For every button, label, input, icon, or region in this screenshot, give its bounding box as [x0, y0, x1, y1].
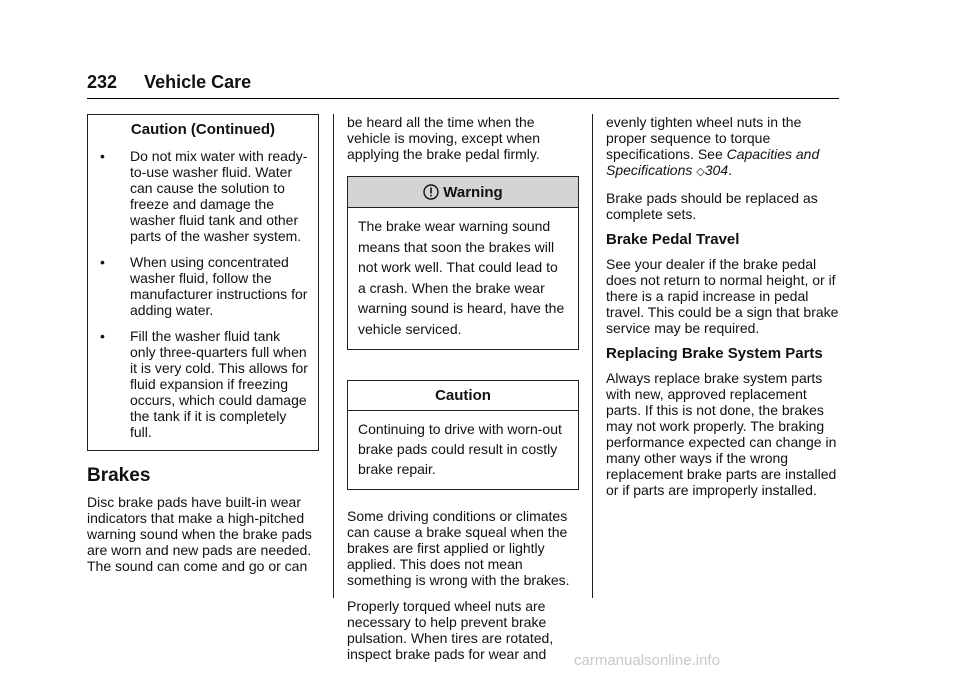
bullet-dot: •	[100, 254, 105, 270]
warning-icon	[423, 184, 439, 200]
column-1	[87, 114, 319, 584]
pedal-travel-paragraph: See your dealer if the brake pedal does not return to normal height, or if there is a rapid increase in pedal travel. This could be a sign that brake service may be required.	[606, 256, 839, 336]
column-divider-2	[592, 114, 593, 598]
bullet-item	[98, 254, 308, 318]
bullet-item	[98, 328, 308, 440]
caution-box	[347, 380, 579, 490]
watermark: carmanualsonline.info	[574, 652, 720, 669]
warning-box	[347, 176, 579, 350]
sets-paragraph: Brake pads should be replaced as complete sets.	[606, 190, 818, 222]
caution-text: Continuing to drive with worn-out brake pads could result in costly brake repair.	[358, 421, 562, 477]
pedal-travel-heading: Brake Pedal Travel	[606, 231, 740, 248]
continued-text: evenly tighten wheel nuts in the proper sequence to torque specifications. See	[606, 114, 802, 162]
reference-arrow-icon: ◇	[696, 166, 705, 178]
warning-title: Warning	[443, 184, 503, 201]
brakes-paragraph: Disc brake pads have built-in wear indicators that make a high-pitched warning sound when the brake pads are worn and new pads are needed. The sound can come and go or can	[87, 494, 312, 574]
header-rule	[87, 98, 839, 99]
replacing-parts-paragraph: Always replace brake system parts with new, approved replacement parts. If this is not done, the brakes may not work properly. The braking performance expected can change in many other ways if the wrong replacement brake parts are installed or if parts are improperly installed.	[606, 370, 837, 498]
warning-text: The brake wear warning sound means that soon the brakes will not work well. That could lead to a crash. When the brake wear warning sound is heard, have the vehicle serviced.	[358, 218, 565, 337]
torque-paragraph: Properly torqued wheel nuts are necessary to help prevent brake pulsation. When tires are rotated, inspect brake pads for wear and	[347, 598, 554, 662]
column-divider-1	[333, 114, 334, 598]
bullet-dot: •	[100, 148, 105, 164]
continued-paragraph: be heard all the time when the vehicle is moving, except when applying the brake pedal firmly.	[347, 114, 540, 162]
caution-continued-title: Caution (Continued)	[130, 121, 276, 138]
continued-paragraph-3	[606, 114, 840, 180]
column-3	[606, 114, 840, 508]
page-number: 232	[87, 72, 118, 92]
reference-link[interactable]: Capacities and Specifications	[606, 146, 820, 178]
caution-continued-box	[87, 114, 319, 451]
warning-title-bar	[348, 177, 578, 208]
replacing-parts-heading: Replacing Brake System Parts	[606, 345, 823, 362]
caution-continued-body	[88, 148, 318, 450]
column-2	[347, 114, 579, 672]
bullet-dot: •	[100, 328, 105, 344]
page-header	[87, 72, 251, 93]
bullet-text: Do not mix water with ready-to-use washer fluid. Water can cause the solution to freeze and damage the washer fluid tank and other parts of the washer system.	[130, 148, 308, 244]
brakes-heading: Brakes	[87, 465, 151, 486]
bullet-text: Fill the washer fluid tank only three-quarters full when it is very cold. This allows for fluid expansion if freezing occurs, which could damage the tank if it is completely full.	[130, 328, 308, 440]
squeal-paragraph: Some driving conditions or climates can cause a brake squeal when the brakes are first applied or lightly applied. This does not mean something is wrong with the brakes.	[347, 508, 570, 588]
reference-page[interactable]: 304	[704, 162, 729, 178]
bullet-item	[98, 148, 308, 244]
caution-title: Caution	[348, 381, 578, 411]
bullet-text: When using concentrated washer fluid, follow the manufacturer instructions for adding water.	[130, 254, 308, 318]
reference-end: .	[728, 162, 732, 178]
section-name: Vehicle Care	[144, 72, 252, 92]
